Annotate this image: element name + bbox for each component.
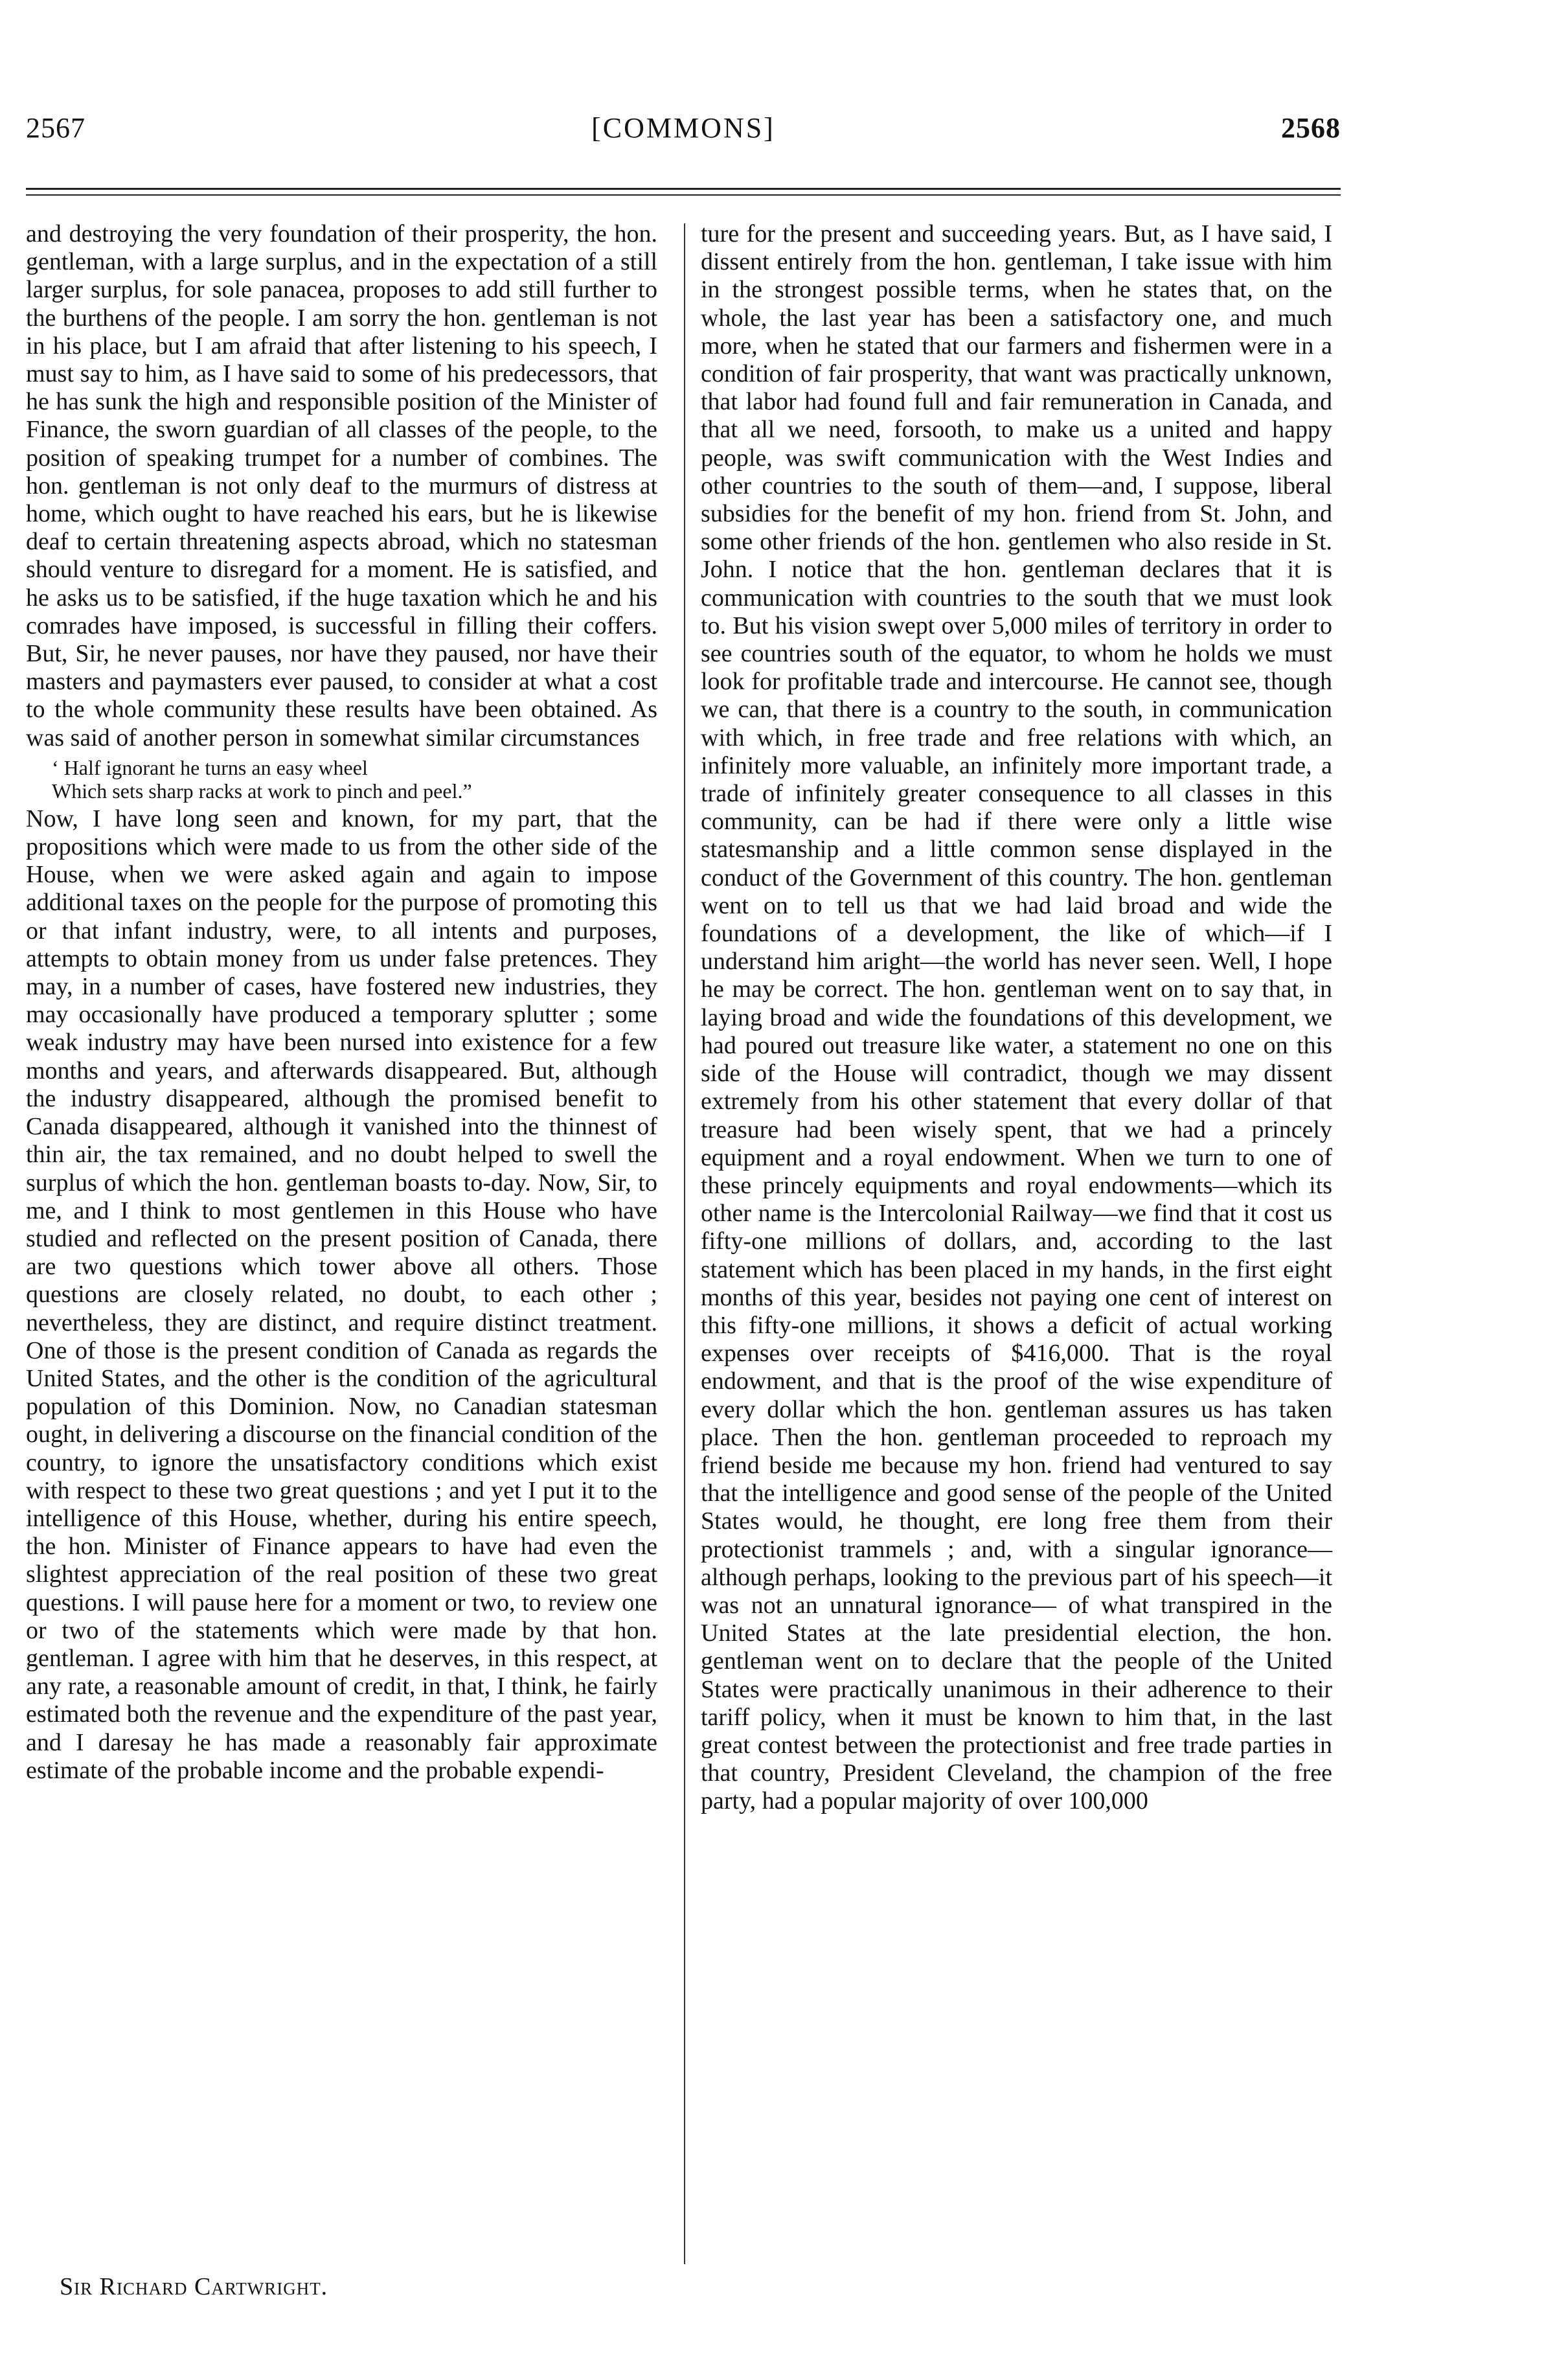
header-rule-top (26, 188, 1341, 190)
header-rule-bottom (26, 194, 1341, 196)
header-right-page-number: 2568 (1281, 112, 1341, 144)
left-column (26, 220, 657, 1785)
quote-line-2: Which sets sharp racks at work to pinch and peel.” (52, 779, 472, 803)
left-paragraph-1: and destroying the very foundation of their prosperity, the hon. gentleman, with a large surplus, and in the expectation of a still larger surplus, for sole panacea, proposes to add still further to the burthens of the people. I am sorry the hon. gentleman is not in his place, but I am afraid that after listening to his speech, I must say to him, as I have said to some of his predecessors, that he has sunk the high and responsible position of the Minister of Finance, the sworn guardian of all classes of the people, to the position of speaking trumpet for a number of combines. The hon. gentleman is not only deaf to the murmurs of distress at home, which ought to have reached his ears, but he is likewise deaf to certain threatening aspects abroad, which no statesman should venture to disregard for a moment. He is satisfied, and he asks us to be satisfied, if the huge taxation which he and his comrades have imposed, is successful in filling their coffers. But, Sir, he never pauses, nor have they paused, nor have their masters and paymasters ever paused, to consider at what a cost to the whole community these results have been obtained. As was said of another person in somewhat similar circumstances (26, 220, 657, 751)
right-paragraph-1: ture for the present and succeeding years. But, as I have said, I dissent entirely from the hon. gentleman, I take issue with him in the strongest possible terms, when he states that, on the whole, the last year has been a satisfactory one, and much more, when he stated that our farmers and fishermen were in a condition of fair prosperity, that want was practically unknown, that labor had found full and fair remuneration in Canada, and that all we need, forsooth, to make us a united and happy people, was swift communication with the West Indies and other countries to the south of them—and, I suppose, liberal subsidies for the benefit of my hon. friend from St. John, and some other friends of the hon. gentlemen who also reside in St. John. I notice that the hon. gentleman declares that it is communication with countries to the south that we must look to. But his vision swept over 5,000 miles of territory in order to see countries south of the equator, to whom he holds we must look for profitable trade and intercourse. He cannot see, though we can, that there is a country to the south, in communication with which, in free trade and free relations with which, an infinitely more valuable, an infinitely more important trade, a trade of infinitely greater consequence to all classes in this community, can be had if there were only a little wise statesmanship and a little common sense displayed in the conduct of the Government of this country. The hon. gentleman went on to tell us that we had laid broad and wide the foundations of a development, the like of which—if I understand him aright—the world has never seen. Well, I hope he may be correct. The hon. gentleman went on to say that, in laying broad and wide the foundations of this development, we had poured out treasure like water, a statement no one on this side of the House will contradict, though we may dissent extremely from his other statement that every dollar of that treasure had been wisely spent, that we had a princely equipment and a royal endowment. When we turn to one of these princely equipments and royal endowments—which its other name is the Intercolonial Railway—we find that it cost us fifty-one millions of dollars, and, according to the last statement which has been placed in my hands, in the first eight months of this year, besides not paying one cent of interest on this fifty-one millions, it shows a deficit of actual working expenses over receipts of $416,000. That is the royal endowment, and that is the proof of the wise expenditure of every dollar which the hon. gentleman assures us has taken place. Then the hon. gentleman proceeded to reproach my friend beside me because my hon. friend had ventured to say that the intelligence and good sense of the people of the United States would, he thought, ere long free them from their protectionist trammels ; and, with a singular ignorance—although perhaps, looking to the previous part of his speech—it was not an unnatural ignorance— of what transpired in the United States at the late presidential election, the hon. gentleman went on to declare that the people of the United States were practically unanimous in their adherence to their tariff policy, when it must be known to him that, in the last great contest between the protectionist and free trade parties in that country, President Cleveland, the champion of the free party, had a popular majority of over 100,000 (701, 220, 1332, 1815)
speaker-signature (60, 2272, 328, 2301)
header-title: [COMMONS] (591, 112, 775, 144)
page-header (26, 110, 1341, 162)
verse-quote (52, 756, 657, 803)
column-divider (684, 223, 685, 2264)
right-column (701, 220, 1332, 1816)
header-left-page-number: 2567 (26, 112, 85, 144)
quote-line-1: ‘ Half ignorant he turns an easy wheel (52, 755, 368, 779)
speaker-name: Sir Richard Cartwright. (60, 2273, 328, 2300)
left-paragraph-2: Now, I have long seen and known, for my part, that the propositions which were made to us from the other side of the House, when we were asked again and again to impose additional taxes on the people for the purpose of promoting this or that infant industry, were, to all intents and purposes, attempts to obtain money from us under false pretences. They may, in a number of cases, have fostered new industries, they may occasionally have produced a temporary splutter ; some weak industry may have been nursed into existence for a few months and years, and afterwards disappeared. But, although the industry disappeared, although the promised benefit to Canada disappeared, although it vanished into the thinnest of thin air, the tax remained, and no doubt helped to swell the surplus of which the hon. gentleman boasts to-day. Now, Sir, to me, and I think to most gentlemen in this House who have studied and reflected on the present position of Canada, there are two questions which tower above all others. Those questions are closely related, no doubt, to each other ; nevertheless, they are distinct, and require distinct treatment. One of those is the present condition of Canada as regards the United States, and the other is the condition of the agricultural population of this Dominion. Now, no Canadian statesman ought, in delivering a discourse on the financial condition of the country, to ignore the unsatisfactory conditions which exist with respect to these two great questions ; and yet I put it to the intelligence of this House, whether, during his entire speech, the hon. Minister of Finance appears to have had even the slightest appreciation of the real position of these two great questions. I will pause here for a moment or two, to review one or two of the statements which were made by that hon. gentleman. I agree with him that he deserves, in this respect, at any rate, a reasonable amount of credit, in that, I think, he fairly estimated both the revenue and the expenditure of the past year, and I daresay he has made a reasonably fair approximate estimate of the probable income and the probable expendi- (26, 805, 657, 1784)
